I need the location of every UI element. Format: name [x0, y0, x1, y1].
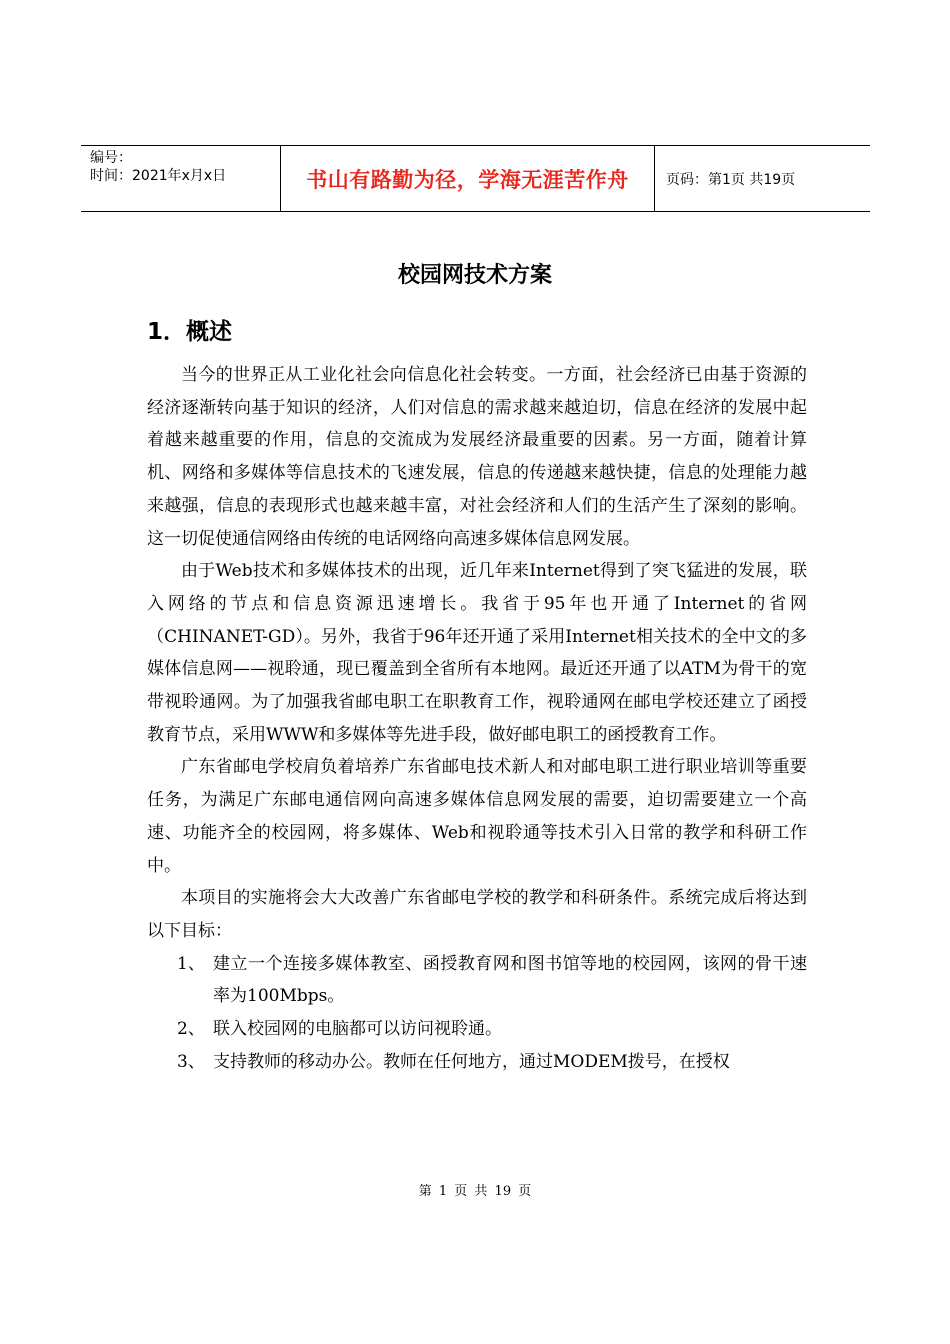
document-title: 校园网技术方案: [397, 263, 552, 288]
header-page-cell: [655, 146, 870, 211]
list-text: 支持教师的移动办公。教师在任何地方，通过MODEM拨号，在授权: [213, 1051, 730, 1072]
paragraph: 由于Web技术和多媒体技术的出现，近几年来Internet得到了突飞猛进的发展，联入网络的节点和信息资源迅速增长。我省于95年也开通了Internet的省网（CHINANET-GD）。另外，我省于96年还开通了采用Internet相关技术的全中文的多媒体信息网——视聆通，现已覆盖到全省所有本地网。最近还开通了以ATM为骨干的宽带视聆通网。为了加强我省邮电职工在职教育工作，视聆通网在邮电学校还建立了函授教育节点，采用WWW和多媒体等先进手段，做好邮电职工的函授教育工作。: [147, 561, 807, 745]
document-number-label: 编号：: [90, 150, 132, 166]
list-item: [147, 948, 807, 1013]
header-motto-cell: [281, 146, 655, 211]
section-heading: 1．概述: [147, 319, 233, 345]
list-item: [147, 1013, 807, 1046]
header-table: [81, 145, 870, 212]
list-item: [147, 1046, 807, 1079]
paragraph: 当今的世界正从工业化社会向信息化社会转变。一方面，社会经济已由基于资源的经济逐渐转向基于知识的经济，人们对信息的需求越来越迫切，信息在经济的发展中起着越来越重要的作用，信息的交流成为发展经济最重要的因素。另一方面，随着计算机、网络和多媒体等信息技术的飞速发展，信息的传递越来越快捷，信息的处理能力越来越强，信息的表现形式也越来越丰富，对社会经济和人们的生活产生了深刻的影响。这一切促使通信网络由传统的电话网络向高速多媒体信息网发展。: [147, 365, 807, 549]
motto-text: 书山有路勤为径，学海无涯苦作舟: [306, 167, 629, 192]
list-text: 联入校园网的电脑都可以访问视聆通。: [213, 1019, 502, 1040]
document-time-label: 时间：2021年x月x日: [90, 168, 227, 184]
paragraph: 广东省邮电学校肩负着培养广东省邮电技术新人和对邮电职工进行职业培训等重要任务，为满足广东邮电通信网向高速多媒体信息网发展的需要，迫切需要建立一个高速、功能齐全的校园网，将多媒体、Web和视聆通等技术引入日常的教学和科研工作中。: [147, 757, 807, 876]
header-page-label: 页码：第1页 共19页: [666, 171, 796, 188]
list-text: 建立一个连接多媒体教室、函授教育网和图书馆等地的校园网，该网的骨干速率为100Mbps。: [213, 953, 807, 1007]
page-footer: 第 1 页 共 19 页: [418, 1184, 532, 1199]
paragraph: 本项目的实施将会大大改善广东省邮电学校的教学和科研条件。系统完成后将达到以下目标：: [147, 888, 807, 941]
document-body: [147, 359, 807, 1078]
list-number: 2、: [177, 1019, 205, 1040]
list-number: 3、: [177, 1051, 205, 1072]
header-meta-cell: [81, 146, 281, 211]
list-number: 1、: [177, 953, 205, 974]
